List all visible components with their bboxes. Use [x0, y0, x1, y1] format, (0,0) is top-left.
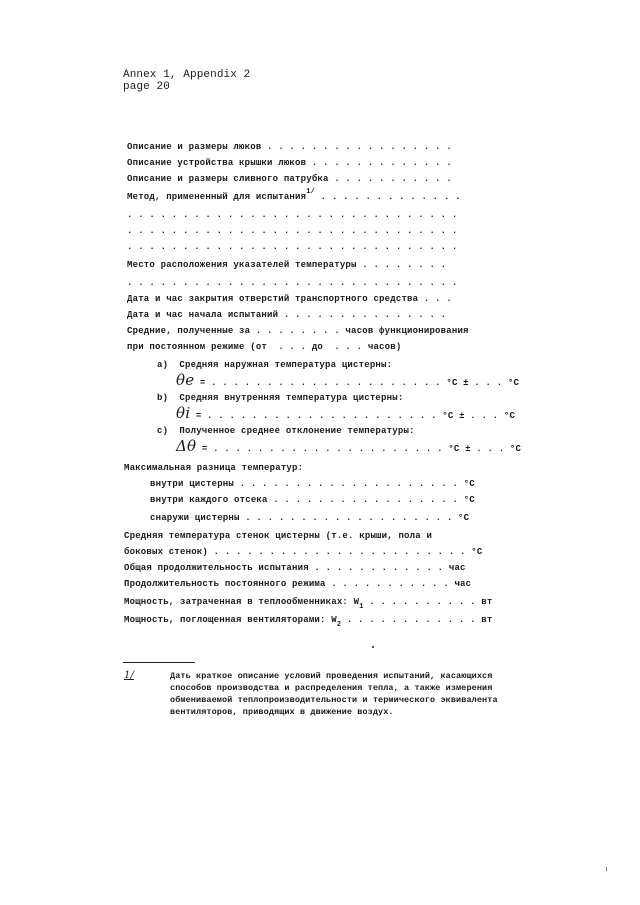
form-line-wall-temperature: Средняя температура стенок цистерны (т.е. крыши, пола и	[124, 531, 433, 541]
power-w1-dots: . . . . . . . . . . вт	[363, 597, 493, 607]
form-line-temperature-indicators: Место расположения указателей температуры . . . . . . . .	[127, 260, 447, 270]
form-line-steady-duration: Продолжительность постоянного режима . . . . . . . . . . . час	[124, 579, 472, 589]
footnote-line: способов производства и распределения тепла, а также измерения	[170, 683, 493, 693]
form-line-closing-date: Дата и час закрытия отверстий транспортного средства . . .	[127, 294, 452, 304]
item-a-label: a) Средняя наружная температура цистерны:	[157, 360, 393, 370]
test-method-label: Метод, примененный для испытания	[127, 192, 307, 202]
form-line-drain-pipe-description: Описание и размеры сливного патрубка . . . . . . . . . . .	[127, 174, 452, 184]
form-line-test-method	[127, 188, 461, 204]
power-w2-dots: . . . . . . . . . . . . вт	[341, 615, 493, 625]
footnote-line: обмениваемой теплопроизводительности и термического эквивалента	[170, 695, 498, 705]
form-line-outside-tank: снаружи цистерны . . . . . . . . . . . . . . . . . . . °C	[150, 513, 470, 523]
form-line-side-walls: боковых стенок) . . . . . . . . . . . . . . . . . . . . . . . °C	[124, 547, 483, 557]
item-b-value-line	[176, 404, 516, 422]
form-line-fan-power	[124, 614, 492, 627]
form-line-hatch-description: Описание и размеры люков . . . . . . . . . . . . . . . . .	[127, 142, 452, 152]
footnote-line: вентиляторов, приводящих в движение воздух.	[170, 707, 394, 717]
stray-dot	[372, 646, 374, 648]
item-c-label: c) Полученное среднее отклонение температуры:	[157, 426, 415, 436]
dotted-line: . . . . . . . . . . . . . . . . . . . . . . . . . . . . . .	[127, 278, 458, 288]
footnote-line: Дать краткое описание условий проведения испытаний, касающихся	[170, 671, 493, 681]
item-b-value: = . . . . . . . . . . . . . . . . . . . . . °C ± . . . °C	[190, 411, 516, 421]
annex-reference: Annex 1, Appendix 2	[123, 69, 251, 81]
footnote-separator	[123, 662, 195, 663]
item-a-value-line	[176, 371, 520, 389]
form-line-inside-tank: внутри цистерны . . . . . . . . . . . . . . . . . . . . °C	[150, 479, 475, 489]
delta-theta-symbol: Δθ	[176, 437, 197, 455]
max-difference-heading: Максимальная разница температур:	[124, 463, 304, 473]
form-line-steady-state: при постоянном режиме (от . . . до . . . часов)	[127, 342, 402, 352]
item-c-value-line	[176, 437, 522, 455]
test-method-dots: . . . . . . . . . . . . .	[315, 192, 461, 202]
dotted-line: . . . . . . . . . . . . . . . . . . . . . . . . . . . . . .	[127, 242, 458, 252]
item-a-value: = . . . . . . . . . . . . . . . . . . . . . °C ± . . . °C	[194, 378, 520, 388]
w1-subscript: 1	[359, 603, 364, 611]
dotted-line: . . . . . . . . . . . . . . . . . . . . . . . . . . . . . .	[127, 210, 458, 220]
item-b-label: b) Средняя внутренняя температура цистерны:	[157, 393, 404, 403]
footnote-marker: 1/	[124, 670, 134, 681]
item-c-value: = . . . . . . . . . . . . . . . . . . . . . °C ± . . . °C	[196, 444, 522, 454]
theta-i-symbol: θi	[176, 404, 191, 422]
form-line-test-start-date: Дата и час начала испытаний . . . . . . . . . . . . . . .	[127, 310, 447, 320]
theta-e-symbol: θe	[176, 371, 195, 389]
form-line-averages: Средние, полученные за . . . . . . . . часов функционирования	[127, 326, 469, 336]
footnote-reference: 1/	[306, 188, 316, 196]
form-line-total-duration: Общая продолжительность испытания . . . . . . . . . . . . час	[124, 563, 466, 573]
form-line-heat-exchanger-power	[124, 596, 492, 609]
page-number: page 20	[123, 81, 170, 93]
form-line-inside-compartment: внутри каждого отсека . . . . . . . . . . . . . . . . . °C	[150, 495, 475, 505]
w2-subscript: 2	[336, 621, 342, 629]
power-w1-label: Мощность, затраченная в теплообменниках: W	[124, 597, 360, 607]
dotted-line: . . . . . . . . . . . . . . . . . . . . . . . . . . . . . .	[127, 226, 458, 236]
scan-mark	[606, 867, 607, 871]
power-w2-label: Мощность, поглощенная вентиляторами: W	[124, 615, 337, 625]
form-line-hatch-cover-description: Описание устройства крышки люков . . . . . . . . . . . . .	[127, 158, 452, 168]
